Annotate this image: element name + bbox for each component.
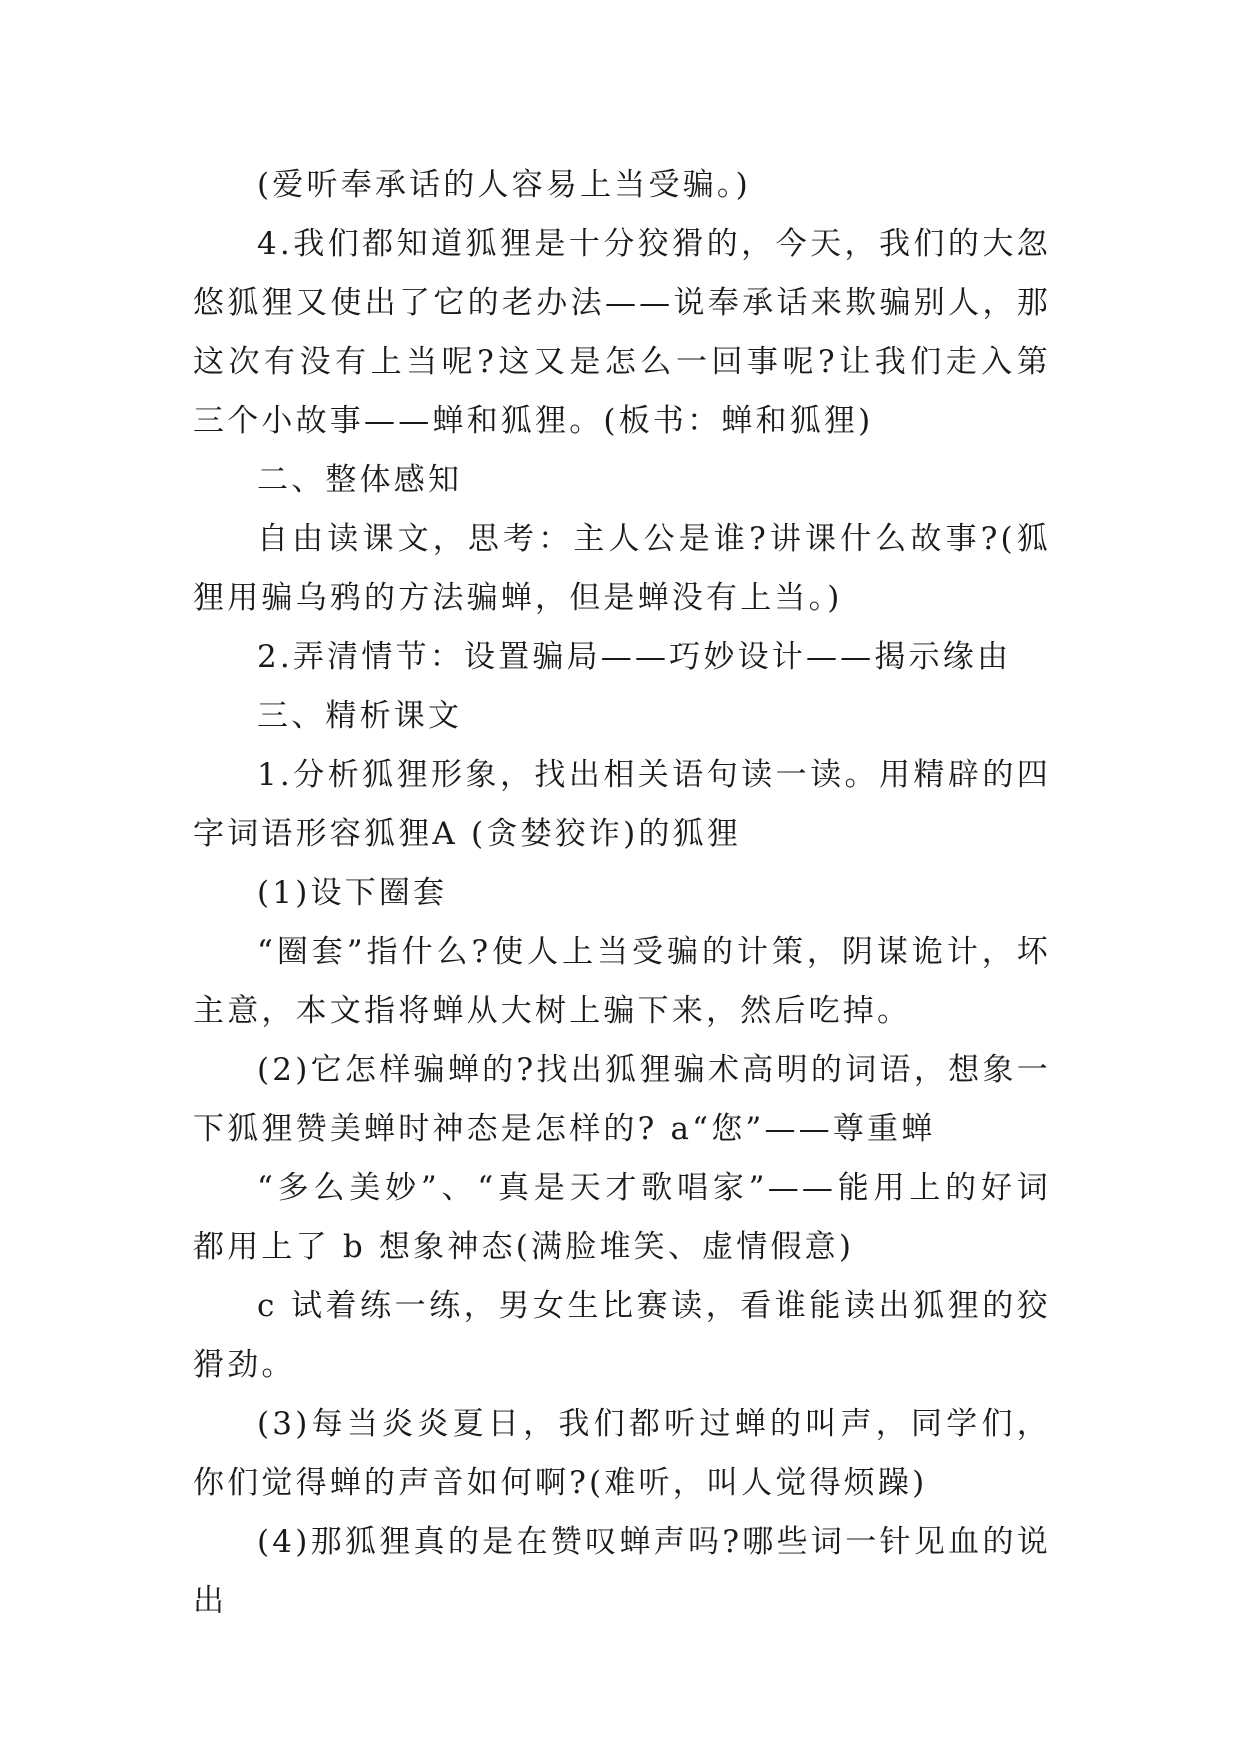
paragraph: (爱听奉承话的人容易上当受骗。) [257, 167, 751, 203]
section-heading: 三、精析课文 [257, 698, 463, 734]
document-body [193, 156, 1051, 1631]
paragraph: “多么美妙”、“真是天才歌唱家”——能用上的好词都用上了 b 想象神态(满脸堆笑、虚情假意) [193, 1170, 1051, 1265]
paragraph: 2.弄清情节：设置骗局——巧妙设计——揭示缘由 [257, 639, 1012, 675]
paragraph: (2)它怎样骗蝉的?找出狐狸骗术高明的词语，想象一下狐狸赞美蝉时神态是怎样的? a“您”——尊重蝉 [193, 1052, 1051, 1147]
section-heading: 二、整体感知 [257, 462, 463, 498]
subheading: (1)设下圈套 [257, 875, 448, 911]
paragraph: 4.我们都知道狐狸是十分狡猾的，今天，我们的大忽悠狐狸又使出了它的老办法——说奉承话来欺骗别人，那这次有没有上当呢?这又是怎么一回事呢?让我们走入第三个小故事——蝉和狐狸。(板书：蝉和狐狸) [193, 226, 1051, 439]
paragraph: 1.分析狐狸形象，找出相关语句读一读。用精辟的四字词语形容狐狸A (贪婪狡诈)的狐狸 [193, 757, 1051, 852]
paragraph: c 试着练一练，男女生比赛读，看谁能读出狐狸的狡猾劲。 [193, 1288, 1051, 1383]
paragraph: “圈套”指什么?使人上当受骗的计策，阴谋诡计，坏主意，本文指将蝉从大树上骗下来，然后吃掉。 [193, 934, 1051, 1029]
paragraph: 自由读课文，思考：主人公是谁?讲课什么故事?(狐狸用骗乌鸦的方法骗蝉，但是蝉没有上当。) [193, 521, 1051, 616]
paragraph: (3)每当炎炎夏日，我们都听过蝉的叫声，同学们，你们觉得蝉的声音如何啊?(难听，叫人觉得烦躁) [193, 1406, 1051, 1501]
paragraph: (4)那狐狸真的是在赞叹蝉声吗?哪些词一针见血的说出 [193, 1524, 1051, 1619]
